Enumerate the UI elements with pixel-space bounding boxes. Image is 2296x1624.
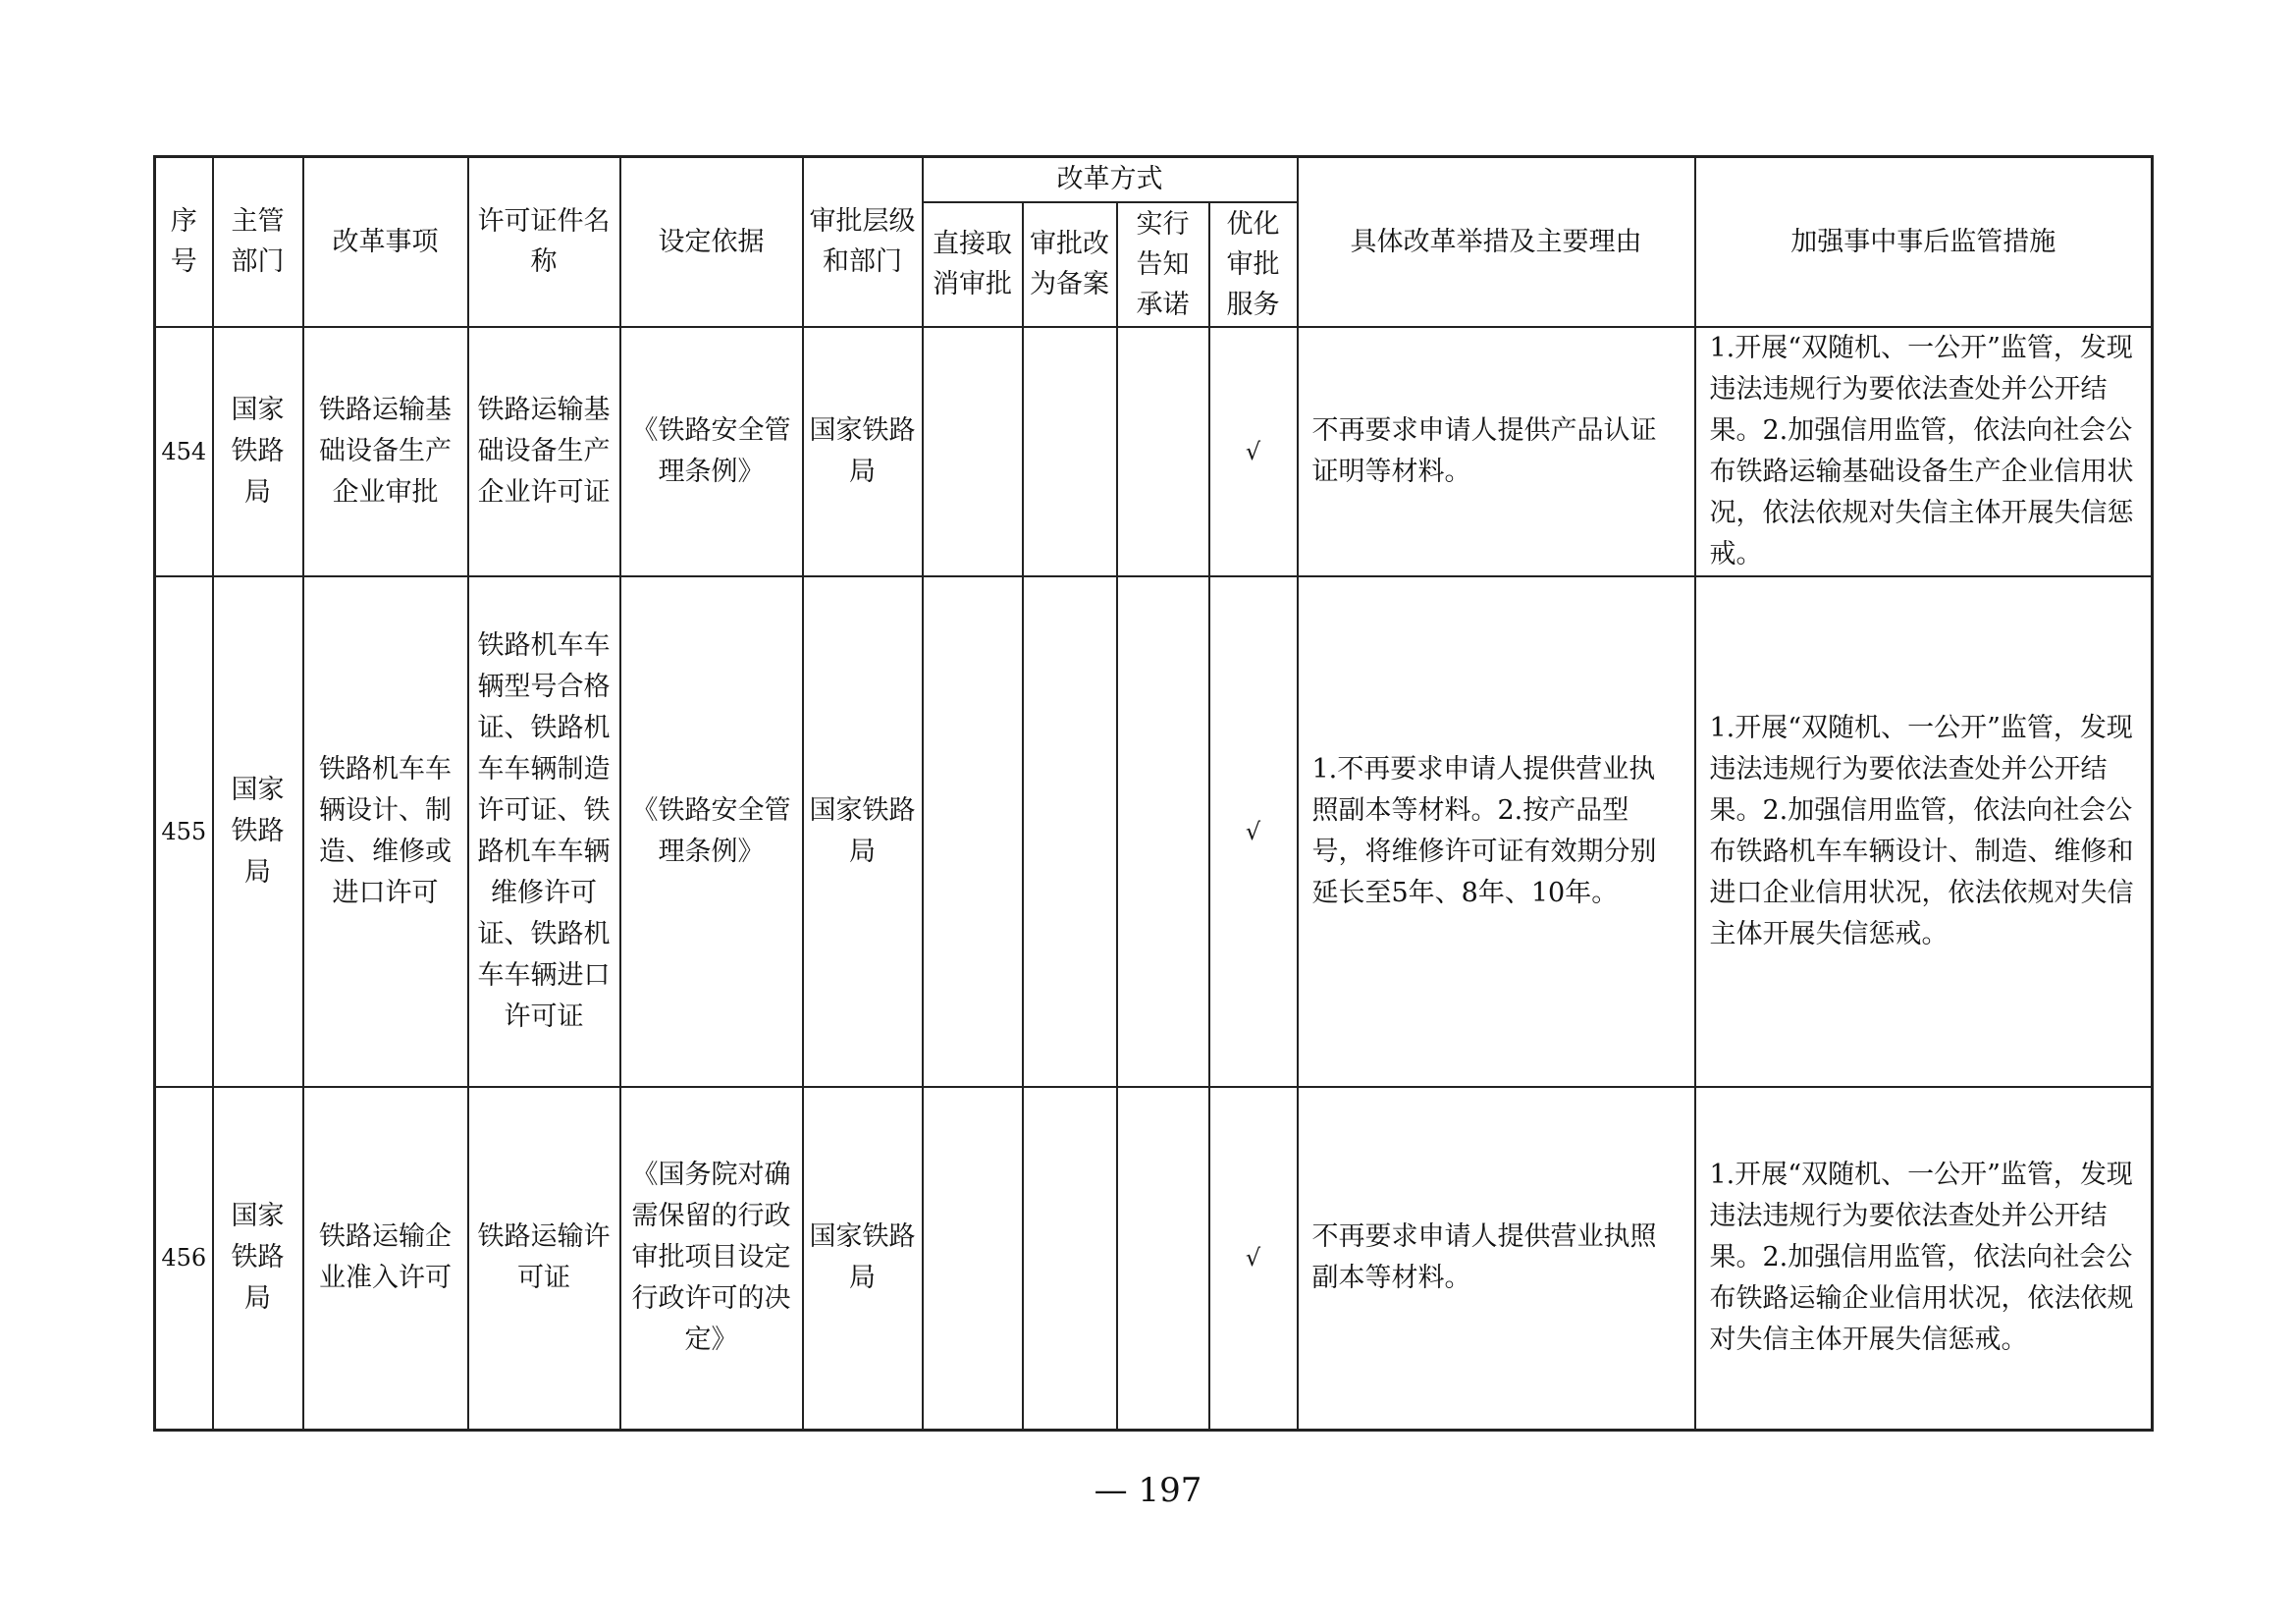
header-method-notify: 实行告知承诺 <box>1117 202 1209 327</box>
row-method-optimize-check: √ <box>1209 1087 1298 1431</box>
row-method-cancel <box>923 576 1023 1087</box>
row-level: 国家铁路局 <box>803 1087 923 1431</box>
header-level: 审批层级和部门 <box>803 157 923 327</box>
header-measures: 具体改革举措及主要理由 <box>1298 157 1695 327</box>
row-dept: 国家铁路局 <box>213 327 303 576</box>
row-item: 铁路机车车辆设计、制造、维修或进口许可 <box>303 576 468 1087</box>
row-basis: 《铁路安全管理条例》 <box>620 576 803 1087</box>
row-method-notify <box>1117 576 1209 1087</box>
row-method-notify <box>1117 1087 1209 1431</box>
header-license: 许可证件名称 <box>468 157 620 327</box>
row-dept: 国家铁路局 <box>213 576 303 1087</box>
row-method-notify <box>1117 327 1209 576</box>
header-method-group: 改革方式 <box>923 157 1298 202</box>
row-item: 铁路运输企业准入许可 <box>303 1087 468 1431</box>
row-supervision: 1.开展“双随机、一公开”监管，发现违法违规行为要依法查处并公开结果。2.加强信用监管，依法向社会公布铁路机车车辆设计、制造、维修和进口企业信用状况，依法依规对失信主体开展失信惩戒。 <box>1695 576 2153 1087</box>
header-method-optimize: 优化审批服务 <box>1209 202 1298 327</box>
row-measures: 1.不再要求申请人提供营业执照副本等材料。2.按产品型号，将维修许可证有效期分别延长至5年、8年、10年。 <box>1298 576 1695 1087</box>
row-method-record <box>1023 1087 1117 1431</box>
header-dept: 主管部门 <box>213 157 303 327</box>
table-row <box>155 576 2153 1087</box>
row-measures: 不再要求申请人提供营业执照副本等材料。 <box>1298 1087 1695 1431</box>
row-method-record <box>1023 576 1117 1087</box>
row-measures: 不再要求申请人提供产品认证证明等材料。 <box>1298 327 1695 576</box>
row-level: 国家铁路局 <box>803 327 923 576</box>
header-method-cancel: 直接取消审批 <box>923 202 1023 327</box>
row-supervision: 1.开展“双随机、一公开”监管，发现违法违规行为要依法查处并公开结果。2.加强信用监管，依法向社会公布铁路运输企业信用状况，依法依规对失信主体开展失信惩戒。 <box>1695 1087 2153 1431</box>
row-level: 国家铁路局 <box>803 576 923 1087</box>
row-supervision: 1.开展“双随机、一公开”监管，发现违法违规行为要依法查处并公开结果。2.加强信用监管，依法向社会公布铁路运输基础设备生产企业信用状况，依法依规对失信主体开展失信惩戒。 <box>1695 327 2153 576</box>
row-method-optimize-check: √ <box>1209 327 1298 576</box>
row-method-optimize-check: √ <box>1209 576 1298 1087</box>
row-item: 铁路运输基础设备生产企业审批 <box>303 327 468 576</box>
header-item: 改革事项 <box>303 157 468 327</box>
row-seq: 454 <box>155 327 213 576</box>
header-seq: 序号 <box>155 157 213 327</box>
row-method-cancel <box>923 327 1023 576</box>
row-method-record <box>1023 327 1117 576</box>
row-license: 铁路机车车辆型号合格证、铁路机车车辆制造许可证、铁路机车车辆维修许可证、铁路机车车辆进口许可证 <box>468 576 620 1087</box>
header-method-record: 审批改为备案 <box>1023 202 1117 327</box>
row-seq: 456 <box>155 1087 213 1431</box>
row-license: 铁路运输许可证 <box>468 1087 620 1431</box>
header-supervision: 加强事中事后监管措施 <box>1695 157 2153 327</box>
row-dept: 国家铁路局 <box>213 1087 303 1431</box>
page-number: — 197 <box>1094 1471 1202 1510</box>
row-license: 铁路运输基础设备生产企业许可证 <box>468 327 620 576</box>
table-row <box>155 327 2153 576</box>
header-basis: 设定依据 <box>620 157 803 327</box>
row-basis: 《国务院对确需保留的行政审批项目设定行政许可的决定》 <box>620 1087 803 1431</box>
table-row <box>155 1087 2153 1431</box>
row-seq: 455 <box>155 576 213 1087</box>
row-basis: 《铁路安全管理条例》 <box>620 327 803 576</box>
row-method-cancel <box>923 1087 1023 1431</box>
reform-table <box>153 155 2154 1432</box>
